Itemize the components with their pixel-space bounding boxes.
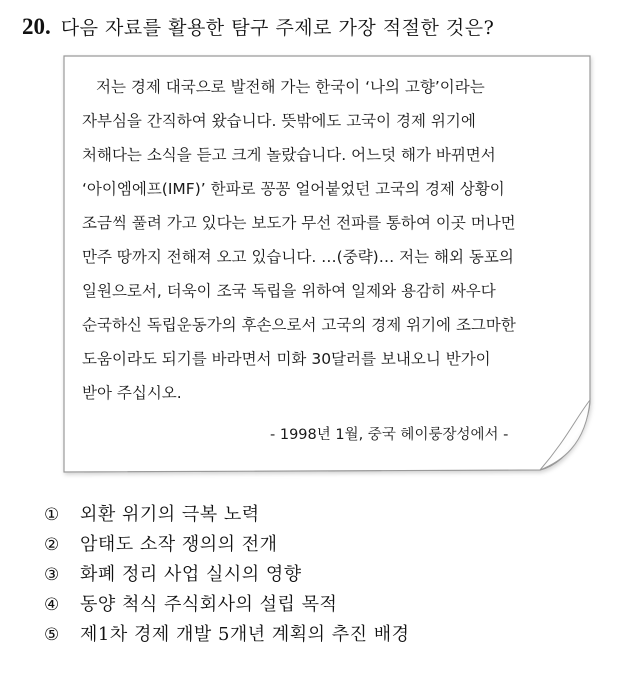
choice-text: 제1차 경제 개발 5개년 계획의 추진 배경 — [80, 624, 410, 645]
choice-1[interactable] — [44, 500, 604, 530]
source-line: 저는 경제 대국으로 발전해 가는 한국이 ‘나의 고향’이라는 — [96, 78, 485, 96]
source-signature: - 1998년 1월, 중국 헤이룽장성에서 - — [270, 427, 509, 443]
choice-3[interactable] — [44, 560, 604, 590]
choice-text: 화폐 정리 사업 실시의 영향 — [80, 564, 302, 585]
choice-text: 외환 위기의 극복 노력 — [80, 504, 260, 525]
source-line: 순국하신 독립운동가의 후손으로서 고국의 경제 위기에 조그마한 — [82, 316, 516, 334]
answer-choices — [44, 500, 604, 650]
source-text — [82, 70, 572, 410]
source-line: 처해다는 소식을 듣고 크게 놀랐습니다. 어느덧 해가 바뀌면서 — [82, 146, 496, 164]
source-line: 조금씩 풀려 가고 있다는 보도가 무선 전파를 통하여 이곳 머나먼 — [82, 214, 516, 232]
source-line: 도움이라도 되기를 바라면서 미화 30달러를 보내오니 반가이 — [82, 350, 491, 368]
choice-4[interactable] — [44, 590, 604, 620]
choice-marker: ⑤ — [44, 625, 60, 645]
question-text: 다음 자료를 활용한 탐구 주제로 가장 적절한 것은? — [60, 17, 495, 39]
question-number: 20. — [22, 14, 51, 39]
choice-marker: ① — [44, 505, 60, 525]
source-line: 자부심을 간직하여 왔습니다. 뜻밖에도 고국이 경제 위기에 — [82, 112, 476, 130]
choice-5[interactable] — [44, 620, 604, 650]
choice-text: 동양 척식 주식회사의 설립 목적 — [80, 594, 338, 615]
choice-marker: ② — [44, 535, 60, 555]
choice-marker: ③ — [44, 565, 60, 585]
choice-2[interactable] — [44, 530, 604, 560]
choice-marker: ④ — [44, 595, 60, 615]
source-line: 일원으로서, 더욱이 조국 독립을 위하여 일제와 용감히 싸우다 — [82, 282, 496, 300]
choice-text: 암태도 소작 쟁의의 전개 — [80, 534, 278, 555]
source-line: 받아 주십시오. — [82, 384, 182, 402]
source-line: 만주 땅까지 전해져 오고 있습니다. …(중략)… 저는 해외 동포의 — [82, 248, 514, 266]
source-line: ‘아이엠에프(IMF)’ 한파로 꽁꽁 얼어붙었던 고국의 경제 상황이 — [82, 180, 505, 198]
